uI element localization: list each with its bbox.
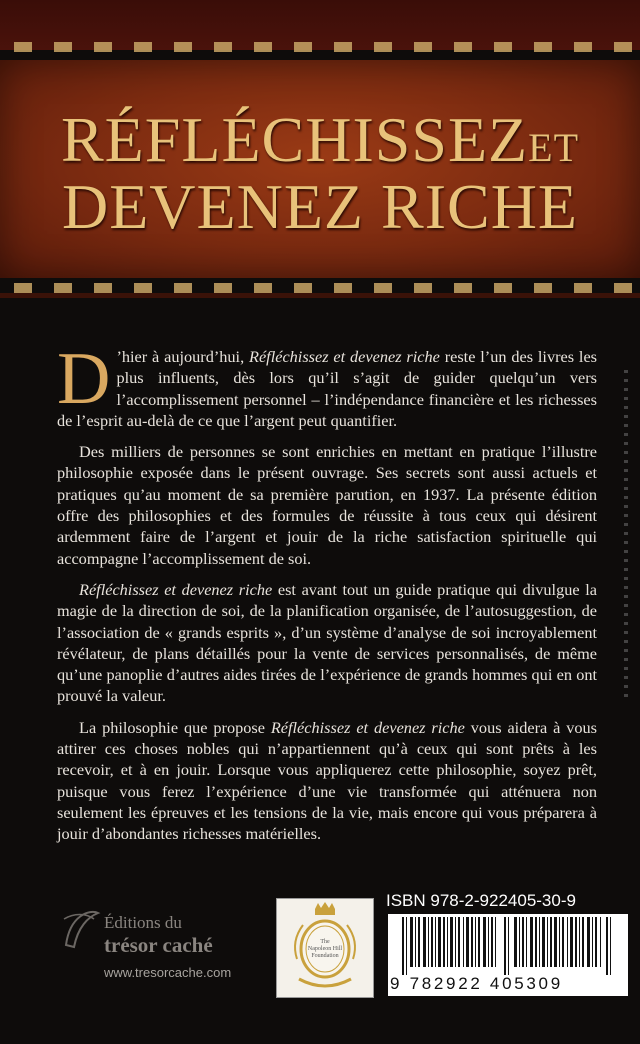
publisher-name-line-2: trésor caché	[104, 933, 213, 957]
barcode-bars	[402, 917, 614, 975]
blurb-p4-text-a: La philosophie que propose	[79, 717, 271, 737]
seal-text-1: The	[320, 939, 330, 945]
blurb-p1-text-b: reste l’un des livres les plus influents, dès lors qu’il s’agit de guider quelqu’un vers l’accomplissement personnel – l’indépendance financière et les richesses de l’esprit au-delà de ce que l’argent peut quantifier.	[57, 347, 598, 430]
napoleon-hill-foundation-seal	[276, 898, 374, 998]
blurb-p1-text-a: ’hier à aujourd’hui,	[116, 347, 249, 366]
blurb-p1-title-ref: Réfléchissez et devenez riche	[249, 347, 440, 366]
blurb-paragraph-1	[57, 338, 598, 431]
band-divider	[0, 293, 640, 298]
blurb-paragraph-3	[57, 579, 597, 707]
title-et: ET	[528, 125, 580, 170]
blurb-p3-title-ref: Réfléchissez et devenez riche	[79, 579, 273, 599]
seal-text-2: Napoleon Hill	[307, 946, 343, 952]
isbn-label: ISBN 978-2-922405-30-9	[386, 891, 576, 910]
isbn-barcode	[388, 914, 628, 996]
decorative-dash-border-top	[0, 42, 640, 52]
blurb-paragraph-4	[57, 717, 597, 845]
blurb-p3-text: est avant tout un guide pratique qui divulgue la magie de la direction de soi, de la planification organisée, de l’autosuggestion, de l’association de « grands esprits », d’un système d’analyse de soi incroyablement révélateur, de plans détaillés pour la vente de services personnalisés, de même qu’une panoplie d’autres aides tirées de l’expérience de grands hommes qui en ont prouvé la valeur.	[57, 579, 597, 706]
publisher-swirl-icon	[60, 905, 104, 951]
book-title-line-1	[0, 103, 640, 177]
decorative-dash-border-bottom	[0, 283, 640, 293]
spine-edge-marks	[624, 370, 628, 700]
blurb-p4-text-b: vous aidera à vous attirer ces choses nobles qui n’appartiennent qu’à ceux qui sont prêts à les recevoir, et à en jouir. Lorsque vous appliquerez cette philosophie, soyez prêt, puisque vous ferez l’expérience d’une vie transformée qui atténuera non seulement les épreuves et les tensions de la vie, mais encore qui vous préparera à jouir d’abondantes richesses matérielles.	[57, 717, 598, 844]
crest-icon	[277, 899, 373, 997]
publisher-url: www.tresorcache.com	[104, 965, 232, 980]
book-title-line-2: DEVENEZ RICHE	[61, 171, 579, 242]
publisher-name-line-1: Éditions du	[104, 913, 182, 932]
blurb-paragraph-2: Des milliers de personnes se sont enrichies en mettant en pratique l’illustre philosophie exposée dans le présent ouvrage. Ses secrets sont aussi actuels et pratiques qu’au moment de sa première parution, en 1937. La présente édition offre des philosophies et des formules de réussite à tous ceux qui désirent ardemment faire de l’argent et jouir de la riche satisfaction spirituelle qui accompagne l’accomplissement de soi.	[57, 442, 597, 568]
seal-text-3: Foundation	[311, 953, 339, 959]
drop-cap: D	[57, 338, 111, 420]
blurb-p4-title-ref: Réfléchissez et devenez riche	[270, 717, 465, 737]
title-main-word: RÉFLÉCHISSEZ	[60, 104, 529, 175]
barcode-digits: 9 782922 405309	[390, 974, 563, 993]
back-cover-blurb	[57, 338, 598, 855]
